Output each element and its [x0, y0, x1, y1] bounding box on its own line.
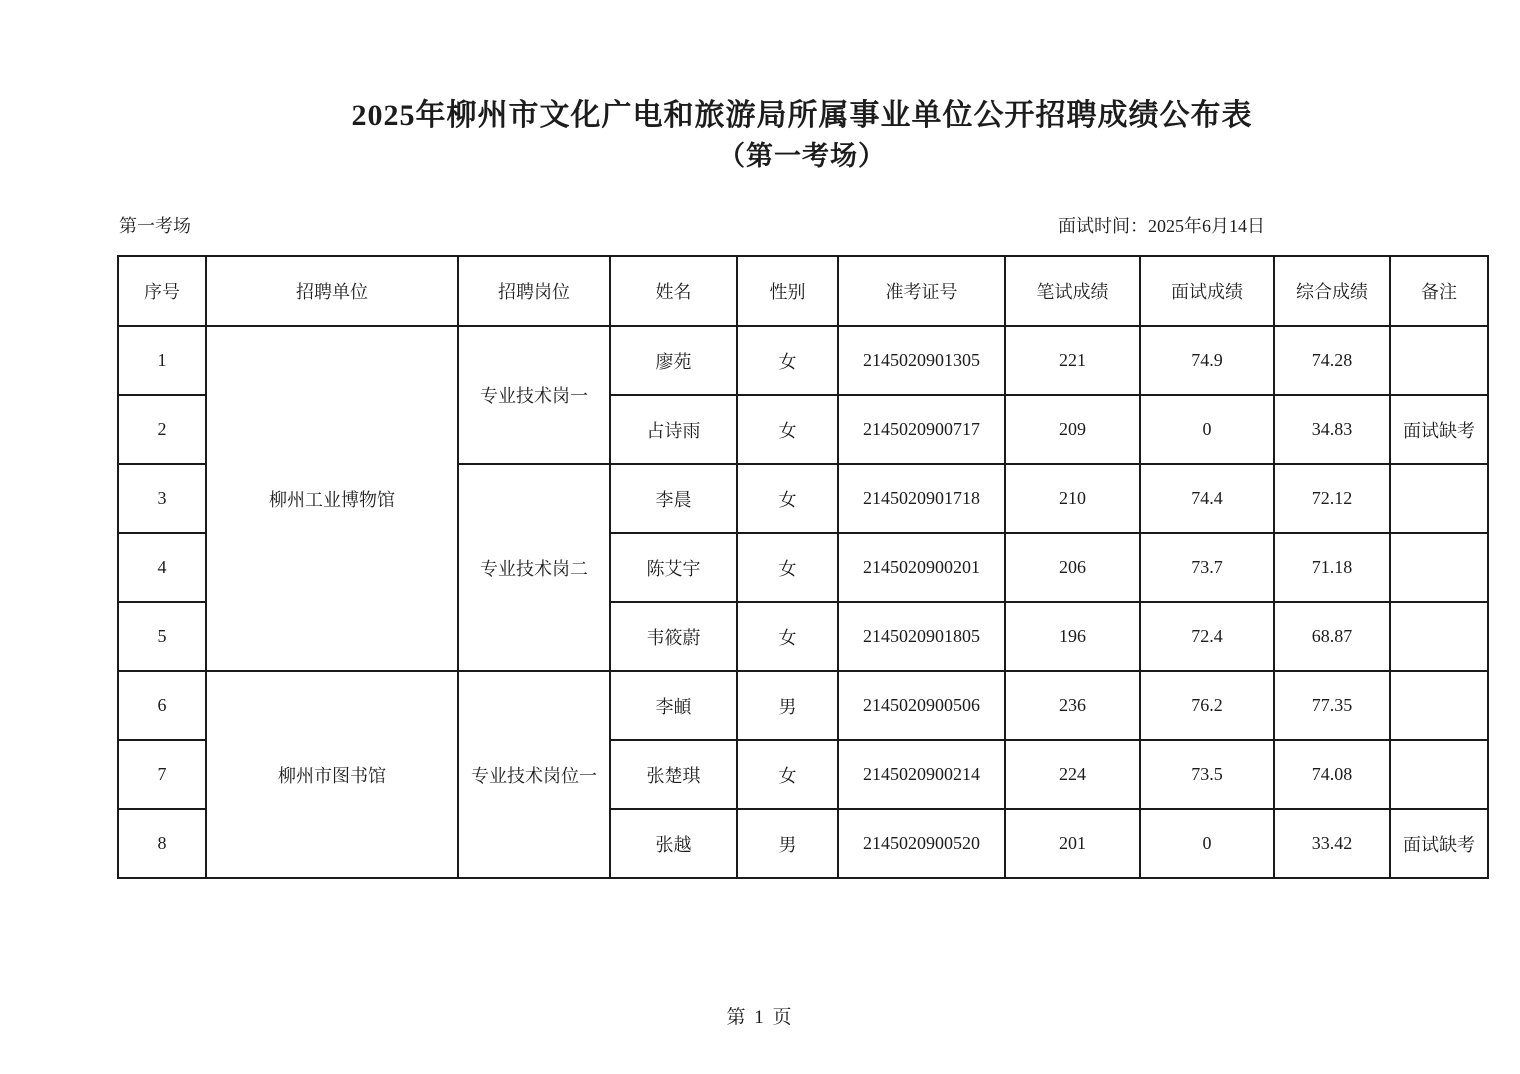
cell-exam-no: 2145020901718: [838, 464, 1005, 533]
header-composite-score: 综合成绩: [1274, 256, 1390, 326]
meta-row: [117, 212, 1487, 238]
cell-name: 占诗雨: [610, 395, 737, 464]
cell-remark: [1390, 671, 1488, 740]
cell-interview-score: 73.7: [1140, 533, 1274, 602]
title-line-2: （第一考场）: [718, 141, 886, 171]
cell-composite-score: 74.08: [1274, 740, 1390, 809]
cell-remark: [1390, 533, 1488, 602]
header-written-score: 笔试成绩: [1005, 256, 1140, 326]
cell-exam-no: 2145020900520: [838, 809, 1005, 878]
cell-seq: 1: [118, 326, 206, 395]
cell-remark: 面试缺考: [1390, 395, 1488, 464]
cell-name: 张越: [610, 809, 737, 878]
cell-remark: [1390, 602, 1488, 671]
table-row: [118, 326, 1488, 395]
cell-name: 廖苑: [610, 326, 737, 395]
score-table: [117, 255, 1489, 879]
cell-name: 陈艾宇: [610, 533, 737, 602]
cell-exam-no: 2145020901305: [838, 326, 1005, 395]
cell-exam-no: 2145020900201: [838, 533, 1005, 602]
cell-remark: [1390, 464, 1488, 533]
cell-gender: 女: [737, 533, 838, 602]
header-name: 姓名: [610, 256, 737, 326]
cell-composite-score: 34.83: [1274, 395, 1390, 464]
cell-interview-score: 74.9: [1140, 326, 1274, 395]
cell-remark: 面试缺考: [1390, 809, 1488, 878]
cell-composite-score: 33.42: [1274, 809, 1390, 878]
cell-written-score: 196: [1005, 602, 1140, 671]
cell-gender: 女: [737, 395, 838, 464]
cell-exam-no: 2145020901805: [838, 602, 1005, 671]
cell-unit-museum: 柳州工业博物馆: [206, 326, 458, 671]
cell-exam-no: 2145020900214: [838, 740, 1005, 809]
cell-interview-score: 76.2: [1140, 671, 1274, 740]
cell-gender: 女: [737, 326, 838, 395]
cell-position-tech-pos1: 专业技术岗位一: [458, 671, 610, 878]
cell-seq: 6: [118, 671, 206, 740]
cell-gender: 男: [737, 809, 838, 878]
cell-seq: 2: [118, 395, 206, 464]
cell-written-score: 224: [1005, 740, 1140, 809]
header-position: 招聘岗位: [458, 256, 610, 326]
cell-interview-score: 0: [1140, 395, 1274, 464]
header-seq: 序号: [118, 256, 206, 326]
document-title: [117, 96, 1487, 174]
venue-label: 第一考场: [119, 216, 191, 236]
cell-gender: 女: [737, 602, 838, 671]
cell-name: 张楚琪: [610, 740, 737, 809]
header-interview-score: 面试成绩: [1140, 256, 1274, 326]
header-exam-no: 准考证号: [838, 256, 1005, 326]
cell-gender: 男: [737, 671, 838, 740]
cell-written-score: 210: [1005, 464, 1140, 533]
cell-written-score: 236: [1005, 671, 1140, 740]
cell-interview-score: 72.4: [1140, 602, 1274, 671]
cell-name: 李頔: [610, 671, 737, 740]
table-header: [118, 256, 1488, 326]
table-row: [118, 671, 1488, 740]
cell-name: 李晨: [610, 464, 737, 533]
cell-interview-score: 74.4: [1140, 464, 1274, 533]
cell-composite-score: 74.28: [1274, 326, 1390, 395]
cell-composite-score: 77.35: [1274, 671, 1390, 740]
cell-name: 韦筱蔚: [610, 602, 737, 671]
cell-exam-no: 2145020900717: [838, 395, 1005, 464]
header-row: [118, 256, 1488, 326]
cell-position-tech2: 专业技术岗二: [458, 464, 610, 671]
cell-remark: [1390, 326, 1488, 395]
cell-position-tech1: 专业技术岗一: [458, 326, 610, 464]
cell-written-score: 206: [1005, 533, 1140, 602]
cell-gender: 女: [737, 740, 838, 809]
header-gender: 性别: [737, 256, 838, 326]
header-unit: 招聘单位: [206, 256, 458, 326]
cell-remark: [1390, 740, 1488, 809]
cell-composite-score: 71.18: [1274, 533, 1390, 602]
cell-seq: 5: [118, 602, 206, 671]
cell-composite-score: 72.12: [1274, 464, 1390, 533]
cell-seq: 4: [118, 533, 206, 602]
cell-seq: 3: [118, 464, 206, 533]
cell-interview-score: 73.5: [1140, 740, 1274, 809]
title-line-1: 2025年柳州市文化广电和旅游局所属事业单位公开招聘成绩公布表: [351, 99, 1253, 132]
header-remark: 备注: [1390, 256, 1488, 326]
cell-unit-library: 柳州市图书馆: [206, 671, 458, 878]
cell-exam-no: 2145020900506: [838, 671, 1005, 740]
cell-written-score: 201: [1005, 809, 1140, 878]
cell-written-score: 209: [1005, 395, 1140, 464]
cell-seq: 7: [118, 740, 206, 809]
cell-seq: 8: [118, 809, 206, 878]
cell-interview-score: 0: [1140, 809, 1274, 878]
cell-written-score: 221: [1005, 326, 1140, 395]
table-body: [118, 326, 1488, 878]
page-number: 第 1 页: [726, 1007, 794, 1028]
interview-time-label: 面试时间：2025年6月14日: [1058, 216, 1265, 236]
cell-gender: 女: [737, 464, 838, 533]
cell-composite-score: 68.87: [1274, 602, 1390, 671]
